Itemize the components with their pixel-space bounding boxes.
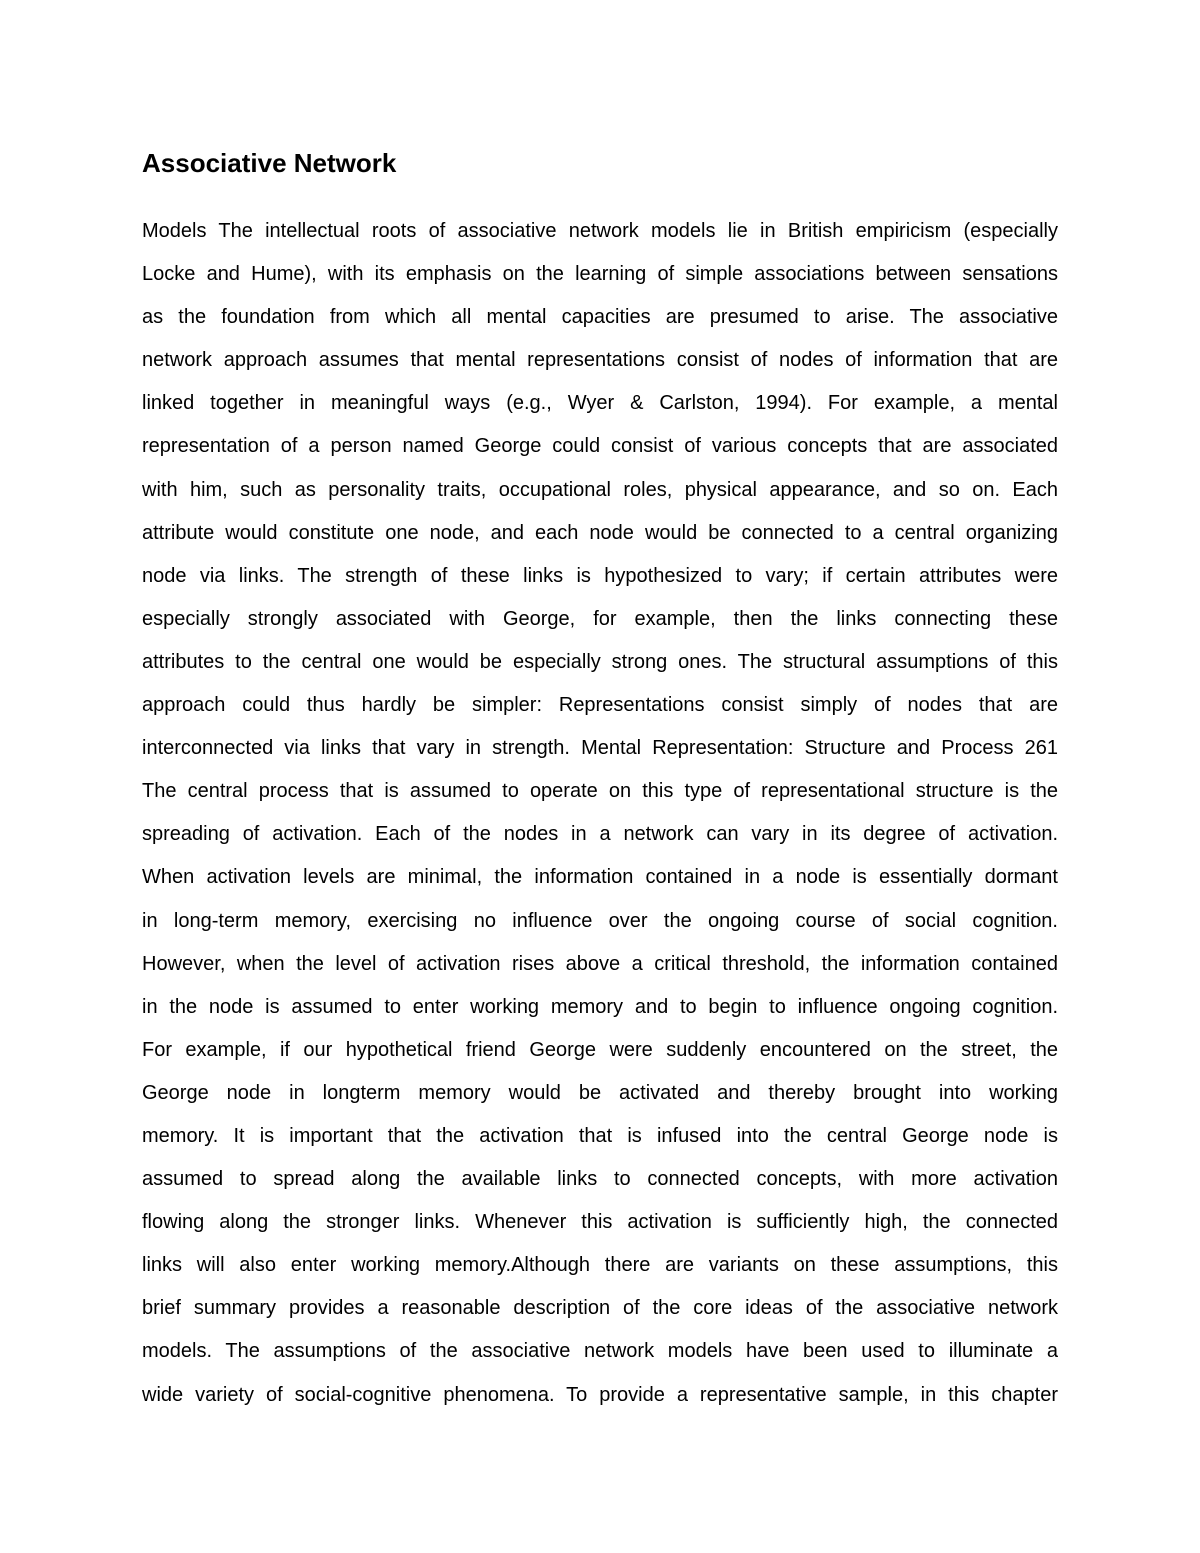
text-line: in long-term memory, exercising no influence over the ongoing course of social cognition. — [142, 909, 1058, 932]
text-line: linked together in meaningful ways (e.g., Wyer & Carlston, 1994). For example, a mental — [142, 392, 1058, 415]
text-line: as the foundation from which all mental capacities are presumed to arise. The associative — [142, 306, 1058, 329]
text-line: spreading of activation. Each of the nodes in a network can vary in its degree of activation. — [142, 823, 1058, 846]
text-line: attributes to the central one would be especially strong ones. The structural assumptions of this — [142, 650, 1058, 673]
text-line: memory. It is important that the activation that is infused into the central George node is — [142, 1124, 1058, 1147]
text-line: approach could thus hardly be simpler: Representations consist simply of nodes that are — [142, 694, 1058, 717]
text-line: attribute would constitute one node, and each node would be connected to a central organizing — [142, 521, 1058, 544]
text-line: Locke and Hume), with its emphasis on the learning of simple associations between sensations — [142, 263, 1058, 286]
text-line: wide variety of social-cognitive phenomena. To provide a representative sample, in this chapter — [142, 1383, 1058, 1406]
text-line: The central process that is assumed to operate on this type of representational structure is the — [142, 780, 1058, 803]
text-line: However, when the level of activation rises above a critical threshold, the information contained — [142, 952, 1058, 975]
text-line: especially strongly associated with George, for example, then the links connecting these — [142, 607, 1058, 630]
text-line: George node in longterm memory would be activated and thereby brought into working — [142, 1081, 1058, 1104]
text-line: assumed to spread along the available links to connected concepts, with more activation — [142, 1168, 1058, 1191]
text-line: links will also enter working memory.Although there are variants on these assumptions, this — [142, 1254, 1058, 1277]
text-line: with him, such as personality traits, occupational roles, physical appearance, and so on. Each — [142, 478, 1058, 501]
text-line: flowing along the stronger links. Whenever this activation is sufficiently high, the connected — [142, 1211, 1058, 1234]
text-line: in the node is assumed to enter working memory and to begin to influence ongoing cognition. — [142, 995, 1058, 1018]
text-line: For example, if our hypothetical friend George were suddenly encountered on the street, the — [142, 1038, 1058, 1061]
text-line: Models The intellectual roots of associative network models lie in British empiricism (especially — [142, 220, 1058, 242]
document-title: Associative Network — [142, 148, 397, 178]
text-line: interconnected via links that vary in strength. Mental Representation: Structure and Process 261 — [142, 737, 1058, 760]
body-paragraph — [142, 210, 1058, 1417]
text-line: representation of a person named George could consist of various concepts that are associated — [142, 435, 1058, 458]
text-line: When activation levels are minimal, the information contained in a node is essentially dormant — [142, 866, 1058, 889]
text-line: node via links. The strength of these links is hypothesized to vary; if certain attributes were — [142, 564, 1058, 587]
text-line: network approach assumes that mental representations consist of nodes of information that are — [142, 349, 1058, 372]
text-line: models. The assumptions of the associative network models have been used to illuminate a — [142, 1340, 1058, 1363]
text-line: brief summary provides a reasonable description of the core ideas of the associative network — [142, 1297, 1058, 1320]
